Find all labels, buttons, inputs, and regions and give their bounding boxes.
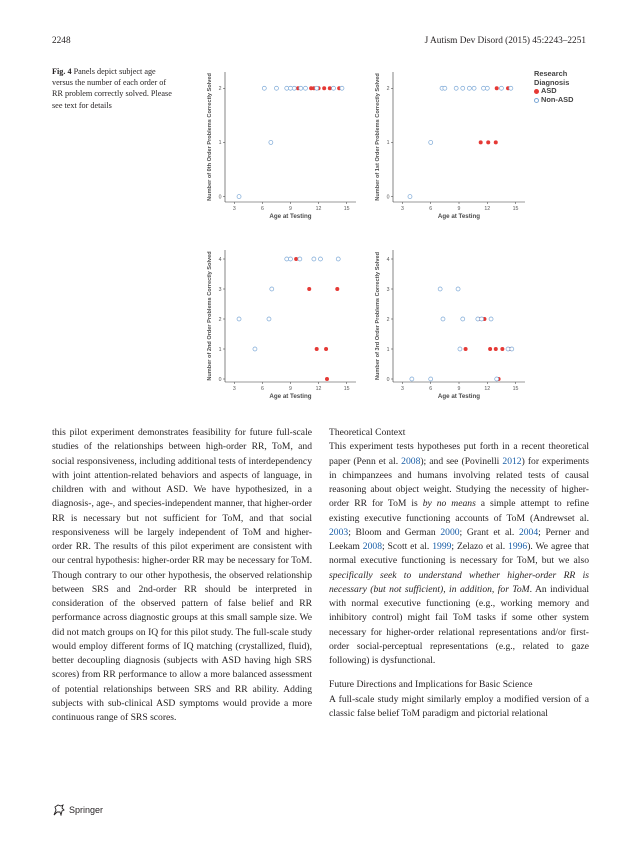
figure-caption	[52, 66, 174, 111]
x-tick-label: 6	[260, 386, 264, 392]
non-asd-data-point	[461, 86, 465, 90]
legend-label-non-asd: Non-ASD	[541, 94, 574, 104]
x-tick-label: 3	[400, 206, 404, 212]
non-asd-data-point	[410, 377, 414, 381]
non-asd-data-point	[253, 347, 257, 351]
page-footer	[52, 804, 103, 816]
asd-data-point	[494, 140, 498, 144]
x-tick-label: 9	[289, 206, 292, 212]
text-run: ; Perner and Leekam	[329, 526, 589, 552]
non-asd-data-point	[467, 86, 471, 90]
x-tick-label: 3	[232, 386, 236, 392]
x-tick-label: 3	[232, 206, 236, 212]
text-run: ; Zelazo et al.	[451, 541, 509, 552]
plot-panel-0th-order	[195, 62, 370, 242]
x-tick-label: 15	[343, 206, 350, 212]
citation-link[interactable]: 1996	[508, 541, 528, 552]
body-column-right	[329, 426, 589, 721]
plot-panel-3rd-order	[369, 242, 529, 412]
emphasis-text: by no means	[422, 498, 476, 510]
non-asd-data-point	[461, 317, 465, 321]
emphasis-text: specifically seek to understand whether higher-order RR is necessary (but not sufficient), in addition, for ToM	[329, 569, 589, 595]
y-tick-label: 0	[386, 376, 390, 383]
y-tick-label: 0	[218, 376, 222, 383]
publisher-name: Springer	[69, 805, 104, 815]
body-paragraph: this pilot experiment demonstrates feasibility for future full-scale studies of the relationships between high-order RR, ToM, and social responsiveness, including additional tests of interdependency with joint attention-related behaviors and aspects of language, in children with and without ASD. We have hypothesized, in a diagnosis-, age-, and species-independent manner, that higher-order RR is necessary but not sufficient for ToM, and that social responsiveness will be largely independent of ToM and higher-order RR. The results of this pilot experiment are consistent with our central hypothesis: higher-order RR may be necessary for ToM. Though contrary to our other hypothesis, the observed relationship between SRS and 2nd-order RR should be interpreted in consideration of the observed pattern of false belief and RR performance across diagnostic groups at this small sample size. We did not match groups on IQ for this pilot study. The full-scale study would employ different forms of IQ matching (crystallized, fluid), better decoupling diagnosis (subjects with ASD having high SRS scores) from RR performance to allow a more balanced assessment of potential relationships between SRS and RR ability. Adding subjects with sub-clinical ASD symptoms would provide a more continuous range of SRS scores.	[52, 427, 312, 723]
y-axis-title: Number of 2nd Order Problems Correctly Solved	[207, 251, 213, 381]
x-axis-title: Age at Testing	[437, 393, 481, 400]
y-tick-label: 2	[386, 316, 390, 323]
text-run: a simple attempt to refine existing executive functioning accounts of ToM (Andrewset al.	[329, 498, 590, 524]
non-asd-data-point	[506, 347, 510, 351]
y-tick-label: 1	[386, 346, 390, 353]
section-heading-theoretical-context: Theoretical Context	[329, 427, 406, 438]
text-run: ). We agree that normal executive functioning is necessary for ToM, but we also	[329, 541, 590, 567]
legend-title-line2: Diagnosis	[534, 77, 570, 87]
non-asd-data-point	[274, 86, 278, 90]
non-asd-data-point	[472, 86, 476, 90]
non-asd-data-point	[292, 86, 296, 90]
non-asd-data-point	[318, 257, 322, 261]
non-asd-data-point	[267, 317, 271, 321]
non-asd-marker-icon	[534, 98, 539, 103]
asd-data-point	[315, 347, 319, 351]
non-asd-data-point	[429, 377, 433, 381]
y-tick-label: 0	[386, 194, 390, 201]
text-run: This experiment tests hypotheses put forth in a recent theoretical paper (Penn et al.	[329, 441, 589, 467]
x-tick-label: 15	[512, 386, 519, 392]
springer-horse-icon	[52, 804, 66, 816]
text-run: ) for experiments in chimpanzees and humans involving related tests of causal reasoning about object weight. Studying the necessity of higher-order RR for ToM is	[329, 455, 589, 510]
asd-data-point	[307, 287, 311, 291]
non-asd-data-point	[298, 257, 302, 261]
y-tick-label: 2	[218, 316, 222, 323]
plot-panel-1st-order	[369, 62, 529, 242]
non-asd-data-point	[454, 86, 458, 90]
x-tick-label: 12	[484, 386, 491, 392]
section-heading-future-directions: Future Directions and Implications for Basic Science	[329, 679, 533, 691]
asd-data-point	[325, 377, 329, 381]
x-tick-label: 6	[260, 206, 264, 212]
x-tick-label: 12	[484, 206, 491, 212]
non-asd-data-point	[441, 317, 445, 321]
plot-panel-2nd-order	[195, 242, 370, 412]
x-tick-label: 9	[457, 386, 461, 392]
legend-item-non-asd	[534, 96, 573, 105]
x-axis-title: Age at Testing	[269, 393, 312, 400]
x-tick-label: 9	[457, 206, 461, 212]
legend-label-asd: ASD	[541, 86, 557, 96]
asd-data-point	[479, 140, 483, 144]
asd-data-point	[335, 287, 339, 291]
asd-data-point	[494, 347, 498, 351]
x-tick-label: 15	[512, 206, 519, 212]
asd-data-point	[322, 86, 326, 90]
non-asd-data-point	[312, 257, 316, 261]
y-axis-title: Number of 1st Order Problems Correctly Solved	[375, 73, 381, 201]
non-asd-data-point	[456, 287, 460, 291]
y-tick-label: 1	[218, 140, 222, 147]
page-number: 2248	[52, 36, 71, 46]
non-asd-data-point	[438, 287, 442, 291]
x-tick-label: 12	[315, 206, 322, 212]
non-asd-data-point	[482, 86, 486, 90]
citation-link[interactable]: 1999	[432, 541, 452, 552]
non-asd-data-point	[315, 86, 319, 90]
y-tick-label: 4	[386, 256, 390, 263]
text-run: ; Bloom and German	[348, 526, 441, 538]
non-asd-data-point	[269, 140, 273, 144]
non-asd-data-point	[499, 86, 503, 90]
non-asd-data-point	[443, 86, 447, 90]
non-asd-data-point	[495, 377, 499, 381]
non-asd-data-point	[262, 86, 266, 90]
y-tick-label: 3	[218, 286, 222, 293]
x-tick-label: 12	[315, 386, 322, 392]
y-tick-label: 1	[218, 346, 222, 353]
non-asd-data-point	[476, 317, 480, 321]
non-asd-data-point	[509, 86, 513, 90]
citation-link[interactable]: 2008	[362, 541, 382, 552]
y-tick-label: 0	[218, 194, 222, 201]
x-tick-label: 3	[400, 386, 404, 392]
non-asd-data-point	[480, 317, 484, 321]
non-asd-data-point	[510, 347, 514, 351]
citation-link[interactable]: 2000	[440, 526, 460, 538]
x-tick-label: 6	[429, 206, 433, 212]
non-asd-data-point	[489, 317, 493, 321]
figure-label: Fig. 4	[52, 67, 72, 76]
body-paragraph	[329, 440, 589, 668]
non-asd-data-point	[340, 86, 344, 90]
non-asd-data-point	[485, 86, 489, 90]
text-run: ); and see (Povinelli	[420, 455, 503, 467]
non-asd-data-point	[289, 257, 293, 261]
text-run: ; Scott et al.	[381, 541, 433, 552]
legend-title-line1: Research	[534, 69, 568, 78]
figure-legend	[534, 70, 573, 104]
asd-data-point	[495, 86, 499, 90]
non-asd-data-point	[270, 287, 274, 291]
asd-marker-icon	[534, 89, 539, 94]
x-tick-label: 15	[343, 386, 350, 392]
y-tick-label: 3	[386, 286, 390, 293]
asd-data-point	[464, 347, 468, 351]
non-asd-data-point	[332, 86, 336, 90]
non-asd-data-point	[458, 347, 462, 351]
y-axis-title: Number of 0th Order Problems Correctly Solved	[207, 73, 213, 201]
x-tick-label: 9	[289, 386, 292, 392]
text-run: ; Grant et al.	[459, 526, 519, 538]
non-asd-data-point	[336, 257, 340, 261]
x-axis-title: Age at Testing	[437, 213, 481, 220]
non-asd-data-point	[303, 86, 307, 90]
y-tick-label: 1	[386, 140, 390, 147]
y-axis-title: Number of 3rd Order Problems Correctly Solved	[375, 251, 381, 381]
y-tick-label: 4	[218, 256, 222, 263]
asd-data-point	[486, 140, 490, 144]
citation-link[interactable]: 2004	[518, 526, 539, 538]
citation-link[interactable]: 2012	[502, 455, 522, 467]
non-asd-data-point	[237, 317, 241, 321]
non-asd-data-point	[299, 86, 303, 90]
journal-header: J Autism Dev Disord (2015) 45:2243–2251	[424, 36, 586, 46]
non-asd-data-point	[408, 195, 412, 199]
y-tick-label: 2	[386, 86, 390, 93]
body-paragraph: A full-scale study might similarly employ a modified version of a classic false belief ToM paradigm and pictorial relational	[329, 693, 589, 719]
x-axis-title: Age at Testing	[269, 213, 312, 220]
asd-data-point	[500, 347, 504, 351]
figure-caption-text: Panels depict subject age versus the number of each order of RR problem correctly solved. Please see text for details	[52, 67, 172, 110]
asd-data-point	[488, 347, 492, 351]
y-tick-label: 2	[218, 86, 222, 93]
citation-link[interactable]: 2003	[329, 526, 349, 538]
asd-data-point	[324, 347, 328, 351]
non-asd-data-point	[429, 140, 433, 144]
non-asd-data-point	[237, 195, 241, 199]
x-tick-label: 6	[429, 386, 433, 392]
body-column-left	[52, 426, 312, 725]
text-run: . An individual with normal executive functioning (e.g., working memory and inhibitory control) might fail ToM tasks if some other system necessary for higher-order relational representations and/or first-order social-perceptual representations (e.g., related to gaze following) is dysfunctional.	[329, 583, 590, 666]
citation-link[interactable]: 2008	[401, 455, 421, 467]
